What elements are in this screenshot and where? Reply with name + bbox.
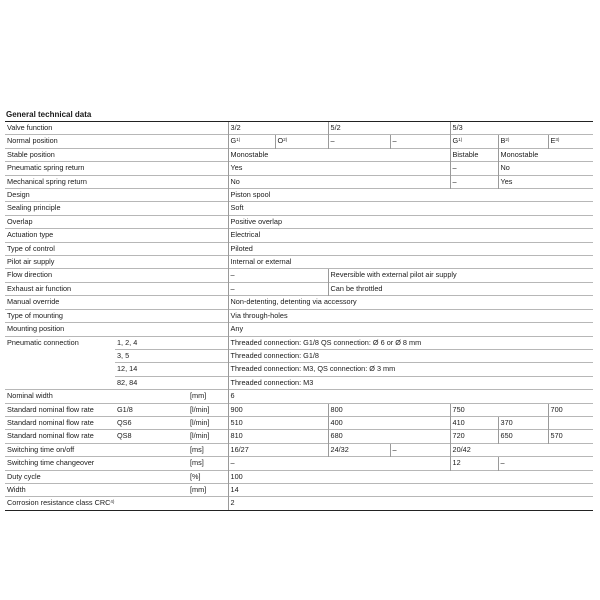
connection: G1/8 (115, 403, 188, 416)
table-row (5, 443, 593, 456)
table-row (5, 296, 593, 309)
table-row (5, 162, 593, 175)
table-row (5, 309, 593, 322)
footnote-ref: 1) (236, 137, 241, 143)
cell: – (390, 135, 450, 148)
unit: [mm] (188, 483, 228, 496)
footnote-ref: 2) (505, 137, 510, 143)
technical-data-table (5, 122, 593, 511)
cell: 510 (228, 416, 328, 429)
row-label: Exhaust air function (5, 282, 228, 295)
row-label: Flow direction (5, 269, 228, 282)
row-label: Valve function (7, 123, 53, 132)
cell: Soft (228, 202, 593, 215)
table-row (5, 336, 593, 349)
table-row (5, 470, 593, 483)
row-label: Nominal width (5, 390, 188, 403)
footnote-ref: 3) (555, 137, 560, 143)
row-label: Switching time changeover (5, 457, 188, 470)
cell: Can be throttled (328, 282, 593, 295)
port-label: 1, 2, 4 (115, 336, 228, 349)
cell: – (328, 135, 390, 148)
row-label: Mounting position (5, 323, 228, 336)
cell: – (228, 282, 328, 295)
unit: [l/min] (188, 416, 228, 429)
row-label: Pilot air supply (5, 256, 228, 269)
table-row (5, 282, 593, 295)
row-label: Sealing principle (5, 202, 228, 215)
footnote-ref: 2) (283, 137, 288, 143)
row-label: Design (5, 189, 228, 202)
table-row (5, 416, 593, 429)
cell (548, 416, 593, 429)
cell: 400 (328, 416, 450, 429)
row-label: Actuation type (5, 229, 228, 242)
cell: 700 (548, 403, 593, 416)
cell: 750 (450, 403, 548, 416)
port-label: 12, 14 (115, 363, 228, 376)
row-label: Stable position (5, 148, 228, 161)
row-label: Pneumatic spring return (5, 162, 228, 175)
footnote-ref: 4) (110, 499, 115, 505)
table-row (5, 323, 593, 336)
cell: – (228, 457, 450, 470)
cell: – (450, 162, 498, 175)
unit: [ms] (188, 457, 228, 470)
unit: [ms] (188, 443, 228, 456)
table-row (5, 430, 593, 443)
row-label: Type of mounting (5, 309, 228, 322)
cell: 900 (228, 403, 328, 416)
table-row (5, 457, 593, 470)
table-row (5, 202, 593, 215)
cell: $B^{2)}$ (498, 135, 548, 148)
cell: Piston spool (228, 189, 593, 202)
cell: 370 (498, 416, 548, 429)
table-row (5, 148, 593, 161)
table-row (5, 269, 593, 282)
unit: [mm] (188, 390, 228, 403)
cell: 24/32 (328, 443, 390, 456)
cell: $G^{1)}$ (450, 135, 498, 148)
cell: – (228, 269, 328, 282)
cell: Internal or external (228, 256, 593, 269)
cell: No (498, 162, 593, 175)
group-3-2: 3/2 (228, 122, 328, 135)
port-label: 3, 5 (115, 349, 228, 362)
row-label: Pneumatic connection (5, 336, 115, 349)
cell: Via through-holes (228, 309, 593, 322)
table-row (5, 390, 593, 403)
cell: 410 (450, 416, 498, 429)
section-title: General technical data (5, 109, 593, 122)
row-label: Manual override (5, 296, 228, 309)
cell: 14 (228, 483, 593, 496)
table-row (5, 376, 593, 389)
cell: Monostable (498, 148, 593, 161)
table-row (5, 215, 593, 228)
connection: QS8 (115, 430, 188, 443)
row-label: Corrosion resistance class CRC$^{4)}$ (5, 497, 228, 510)
cell: – (498, 457, 593, 470)
cell: 2 (228, 497, 593, 510)
table-row (5, 363, 593, 376)
unit: [l/min] (188, 403, 228, 416)
table-row (5, 135, 593, 148)
row-label: Width (5, 483, 188, 496)
cell: $G^{1)}$ (228, 135, 275, 148)
table-row (5, 497, 593, 510)
cell: Piloted (228, 242, 593, 255)
table-row (5, 175, 593, 188)
cell: 6 (228, 390, 593, 403)
cell: $O^{2)}$ (275, 135, 328, 148)
connection: QS6 (115, 416, 188, 429)
group-5-2: 5/2 (328, 122, 450, 135)
cell: 720 (450, 430, 498, 443)
table-row (5, 242, 593, 255)
cell: Yes (498, 175, 593, 188)
port-label: 82, 84 (115, 376, 228, 389)
cell: 20/42 (450, 443, 593, 456)
technical-data-sheet (5, 109, 593, 511)
cell: – (390, 443, 450, 456)
row-label: Overlap (5, 215, 228, 228)
row-label: Standard nominal flow rate (5, 430, 115, 443)
table-row (5, 483, 593, 496)
cell: Non-detenting, detenting via accessory (228, 296, 593, 309)
cell: Reversible with external pilot air supply (328, 269, 593, 282)
table-row (5, 256, 593, 269)
row-label: Switching time on/off (5, 443, 188, 456)
cell: 680 (328, 430, 450, 443)
cell: Monostable (228, 148, 450, 161)
cell: – (450, 175, 498, 188)
table-row (5, 189, 593, 202)
cell: $E^{3)}$ (548, 135, 593, 148)
row-label: Type of control (5, 242, 228, 255)
row-label: Standard nominal flow rate (5, 403, 115, 416)
group-5-3: 5/3 (450, 122, 593, 135)
row-label: Duty cycle (5, 470, 188, 483)
cell: 810 (228, 430, 328, 443)
cell: Electrical (228, 229, 593, 242)
cell: No (228, 175, 450, 188)
cell: 12 (450, 457, 498, 470)
table-row (5, 349, 593, 362)
unit: [l/min] (188, 430, 228, 443)
cell: 16/27 (228, 443, 328, 456)
cell: Threaded connection: M3, QS connection: Ø 3 mm (228, 363, 593, 376)
cell: 650 (498, 430, 548, 443)
cell: Bistable (450, 148, 498, 161)
cell: Any (228, 323, 593, 336)
cell: Yes (228, 162, 450, 175)
table-row (5, 122, 593, 135)
table-row (5, 403, 593, 416)
table-row (5, 229, 593, 242)
cell: 100 (228, 470, 593, 483)
footnote-ref: 1) (458, 137, 463, 143)
cell: Positive overlap (228, 215, 593, 228)
unit: [%] (188, 470, 228, 483)
cell: Threaded connection: G1/8 QS connection: Ø 6 or Ø 8 mm (228, 336, 593, 349)
cell: 800 (328, 403, 450, 416)
cell: Threaded connection: M3 (228, 376, 593, 389)
row-label: Standard nominal flow rate (5, 416, 115, 429)
row-label: Mechanical spring return (5, 175, 228, 188)
cell: 570 (548, 430, 593, 443)
cell: Threaded connection: G1/8 (228, 349, 593, 362)
row-label: Normal position (5, 135, 228, 148)
